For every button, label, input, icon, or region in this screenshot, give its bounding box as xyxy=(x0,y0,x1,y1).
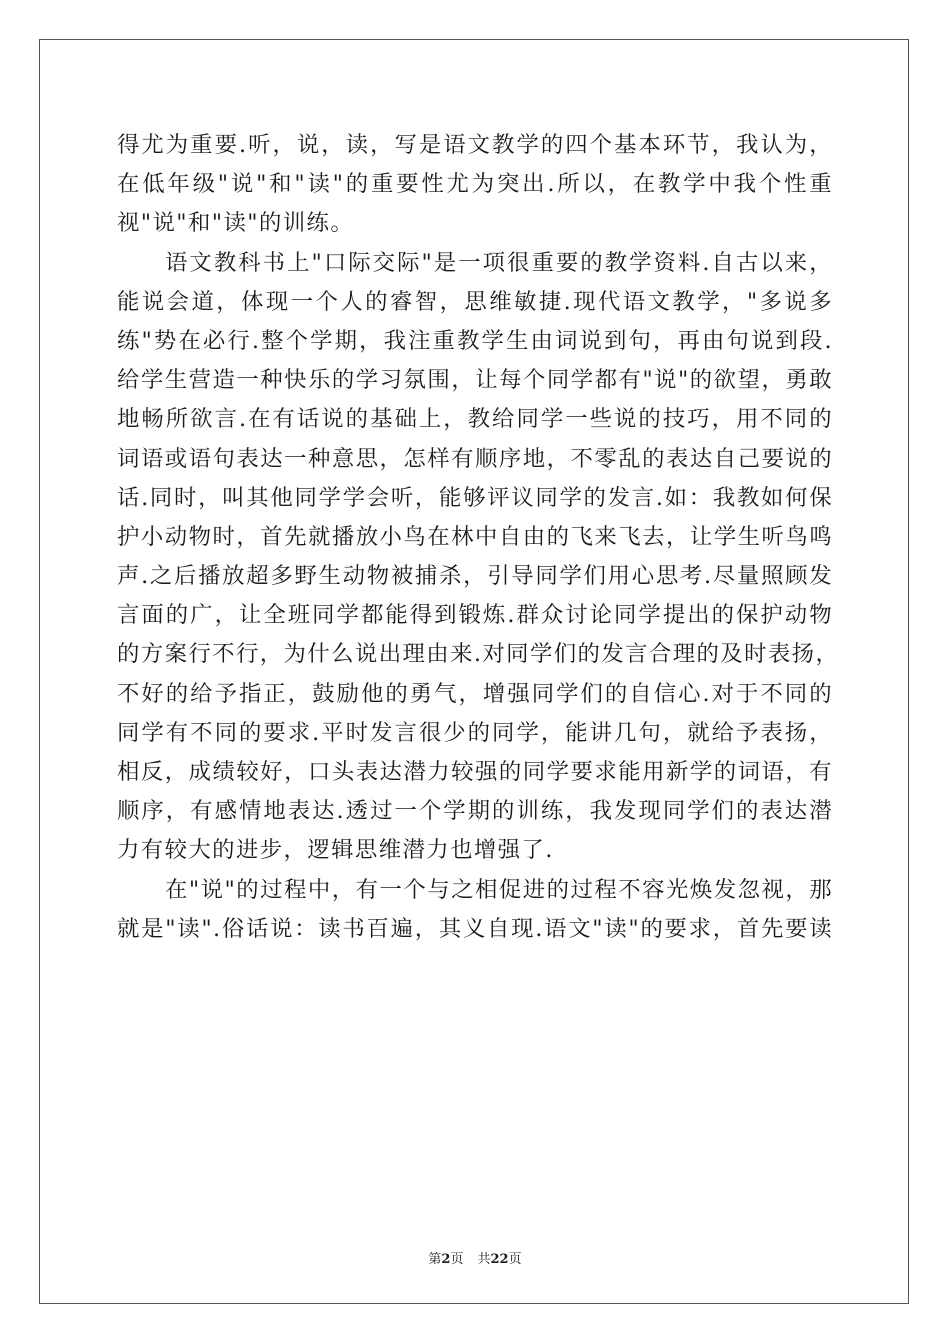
page-prefix: 第 xyxy=(428,1252,442,1267)
text-line: 得尤为重要.听，说，读，写是语文教学的四个基本环节，我认为， xyxy=(117,132,833,158)
text-line: 护小动物时，首先就播放小鸟在林中自由的飞来飞去，让学生听鸟鸣 xyxy=(117,523,833,550)
current-page-number: 2 xyxy=(441,1252,451,1267)
text-line: 相反，成绩较好，口头表达潜力较强的同学要求能用新学的词语，有 xyxy=(117,759,833,785)
text-line: 词语或语句表达一种意思，怎样有顺序地，不零乱的表达自己要说的 xyxy=(117,445,833,472)
page-suffix: 页 xyxy=(450,1252,464,1267)
text-line: 给学生营造一种快乐的学习氛围，让每个同学都有"说"的欲望，勇敢 xyxy=(117,367,833,394)
text-line: 力有较大的进步，逻辑思维潜力也增强了. xyxy=(117,837,554,864)
text-line: 不好的给予指正，鼓励他的勇气，增强同学们的自信心.对于不同的 xyxy=(117,680,833,707)
text-line: 在低年级"说"和"读"的重要性尤为突出.所以，在教学中我个性重 xyxy=(117,171,833,198)
text-line: 同学有不同的要求.平时发言很少的同学，能讲几句，就给予表扬， xyxy=(117,719,833,746)
text-line: 能说会道，体现一个人的睿智，思维敏捷.现代语文教学，"多说多 xyxy=(117,288,833,315)
text-line: 视"说"和"读"的训练。 xyxy=(117,210,355,237)
total-prefix: 共 xyxy=(477,1252,491,1267)
text-line: 地畅所欲言.在有话说的基础上，教给同学一些说的技巧，用不同的 xyxy=(117,406,833,433)
text-line: 练"势在必行.整个学期，我注重教学生由词说到句，再由句说到段. xyxy=(117,327,833,354)
text-line: 的方案行不行，为什么说出理由来.对同学们的发言合理的及时表扬， xyxy=(117,641,840,668)
text-line: 在"说"的过程中，有一个与之相促进的过程不容光焕发忽视，那 xyxy=(165,876,833,903)
text-line: 语文教科书上"口际交际"是一项很重要的教学资料.自古以来， xyxy=(165,249,833,276)
text-line: 声.之后播放超多野生动物被捕杀，引导同学们用心思考.尽量照顾发 xyxy=(117,563,833,590)
total-pages-number: 22 xyxy=(490,1252,509,1267)
page-footer xyxy=(0,1248,950,1267)
total-suffix: 页 xyxy=(508,1252,522,1267)
text-line: 话.同时，叫其他同学学会听，能够评议同学的发言.如：我教如何保 xyxy=(117,484,833,511)
text-line: 就是"读".俗话说：读书百遍，其义自现.语文"读"的要求，首先要读 xyxy=(117,915,833,942)
text-line: 顺序，有感情地表达.透过一个学期的训练，我发现同学们的表达潜 xyxy=(117,798,833,825)
document-body xyxy=(117,126,840,949)
text-line: 言面的广，让全班同学都能得到锻炼.群众讨论同学提出的保护动物 xyxy=(117,602,833,629)
paragraph-3 xyxy=(117,871,833,949)
paragraph-2 xyxy=(117,244,840,871)
paragraph-1 xyxy=(117,126,833,244)
